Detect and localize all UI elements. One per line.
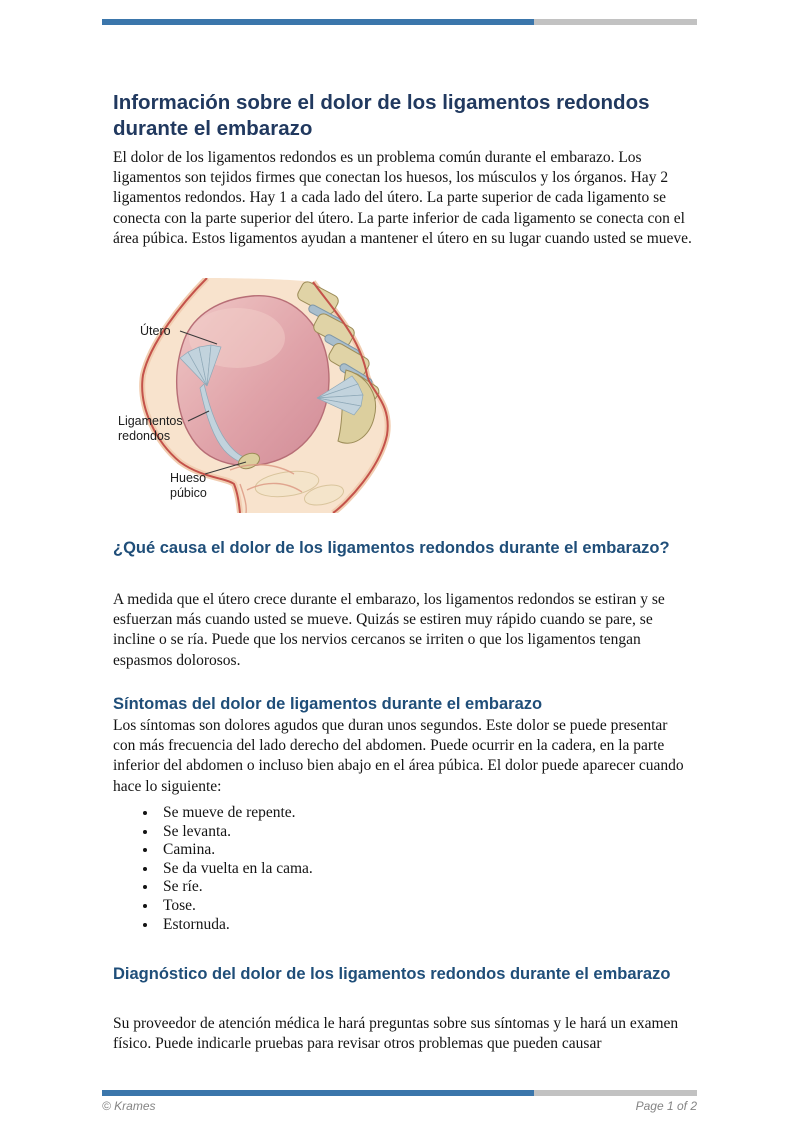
- list-item: • Se ríe.: [158, 878, 693, 897]
- ligaments-label: Ligamentos redondos: [118, 414, 183, 443]
- top-bar-gray-segment: [534, 19, 697, 25]
- footer-page-number: Page 1 of 2: [635, 1099, 697, 1113]
- list-item: • Se mueve de repente.: [158, 804, 693, 823]
- uterus-label: Útero: [140, 324, 171, 338]
- anatomy-illustration: [112, 278, 452, 513]
- intro-paragraph: El dolor de los ligamentos redondos es un problema común durante el embarazo. Los ligamentos son tejidos firmes que conectan los huesos, los músculos y los órganos. Hay 2 ligamentos redondos. Hay 1 a cada lado del útero. La parte superior de cada ligamento se conecta con la parte superior del útero. La parte inferior de cada ligamento se conecta con el área púbica. Estos ligamentos ayudan a mantener el útero en su lugar cuando usted se mueve.: [113, 149, 692, 247]
- section-heading-diagnosis: Diagnóstico del dolor de los ligamentos redondos durante el embarazo: [113, 965, 671, 983]
- footer-bar-blue-segment: [102, 1090, 534, 1096]
- symptoms-list: [133, 804, 693, 934]
- footer-divider-bar: [102, 1090, 697, 1096]
- top-divider-bar: [102, 19, 697, 25]
- list-item: • Se levanta.: [158, 823, 693, 842]
- page-title: Información sobre el dolor de los ligamentos redondos durante el embarazo: [113, 91, 650, 140]
- uterus-shape: [177, 296, 329, 466]
- list-item: • Camina.: [158, 841, 693, 860]
- anatomy-figure: [112, 278, 452, 513]
- causes-paragraph: A medida que el útero crece durante el embarazo, los ligamentos redondos se estiran y se esfuerzan más cuando usted se mueve. Quizás se estiren muy rápido cuando se pare, se incline o se ría. Puede que los nervios cercanos se irriten o que los ligamentos tengan espasmos dolorosos.: [113, 591, 665, 669]
- section-heading-causes: ¿Qué causa el dolor de los ligamentos redondos durante el embarazo?: [113, 539, 670, 557]
- pubic-bone-label: Hueso púbico: [170, 471, 207, 500]
- footer-bar-gray-segment: [534, 1090, 697, 1096]
- section-heading-symptoms: Síntomas del dolor de ligamentos durante el embarazo: [113, 695, 543, 713]
- list-item: • Estornuda.: [158, 916, 693, 935]
- top-bar-blue-segment: [102, 19, 534, 25]
- list-item: • Se da vuelta en la cama.: [158, 860, 693, 879]
- footer-copyright: © Krames: [102, 1099, 156, 1113]
- footer: [102, 1099, 697, 1113]
- symptoms-paragraph: Los síntomas son dolores agudos que duran unos segundos. Este dolor se puede presentar con más frecuencia del lado derecho del abdomen. Puede ocurrir en la cadera, en la parte inferior del abdomen o incluso bien abajo en el área púbica. El dolor puede aparecer cuando hace lo siguiente:: [113, 717, 684, 795]
- list-item: • Tose.: [158, 897, 693, 916]
- diagnosis-paragraph: Su proveedor de atención médica le hará preguntas sobre sus síntomas y le hará un examen físico. Puede indicarle pruebas para revisar otros problemas que pueden causar: [113, 1015, 679, 1053]
